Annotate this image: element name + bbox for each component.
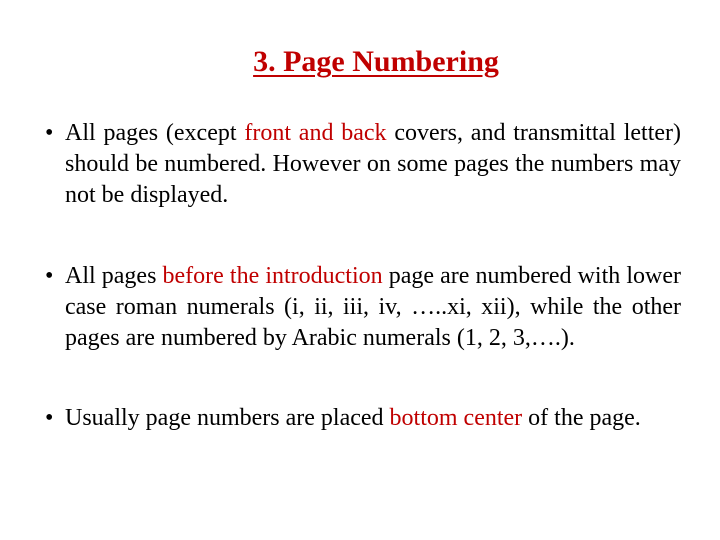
bullet-dot: •	[45, 120, 54, 146]
bullet-highlight: front and back	[244, 120, 387, 146]
bullet-highlight: bottom center	[389, 405, 523, 431]
bullet-dot: •	[45, 405, 54, 431]
bullet-dot: •	[45, 263, 54, 289]
bullet-text-part: of the page.	[522, 405, 641, 431]
bullet-item	[45, 403, 681, 434]
bullet-text-part: All pages (except	[65, 120, 245, 146]
bullet-item	[45, 261, 681, 354]
slide-title: 3. Page Numbering	[253, 45, 499, 78]
bullet-text-part: page are numbered with lower case roman numerals (i, ii, iii, iv, …..xi, xii), while the other pages are numbered by Arabic numerals (1, 2, 3,….).	[65, 263, 681, 351]
bullet-text-part: Usually page numbers are placed	[65, 405, 390, 431]
bullet-list	[45, 118, 681, 434]
bullet-text-part: covers, and transmittal letter) should be numbered. However on some pages the numbers may not be displayed.	[65, 120, 681, 208]
bullet-text-part: All pages	[65, 263, 163, 289]
bullet-text	[65, 120, 681, 208]
bullet-highlight: before the introduction	[162, 263, 383, 289]
bullet-item	[45, 118, 681, 211]
bullet-text	[65, 405, 641, 431]
bullet-text	[65, 263, 681, 351]
